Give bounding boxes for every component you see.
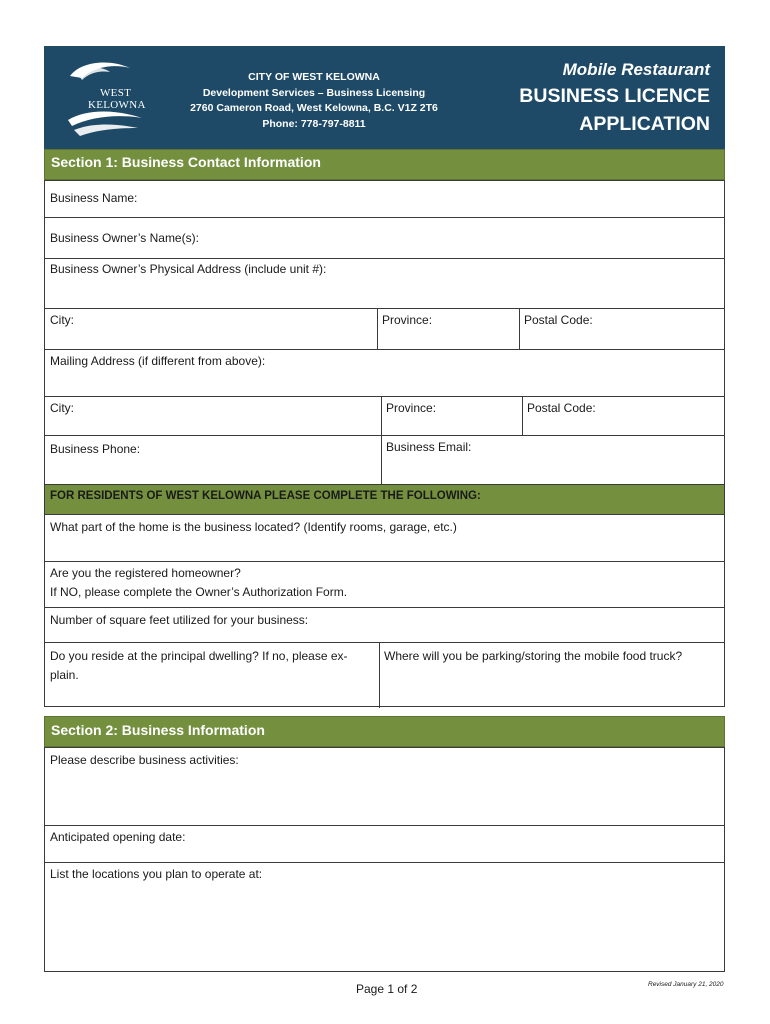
section-2-fields	[44, 747, 725, 972]
revision-date: Revised January 21, 2020	[648, 981, 724, 988]
title-line-2: APPLICATION	[579, 113, 710, 135]
phone: Phone: 778-797-8811	[262, 117, 366, 130]
page-number: Page 1 of 2	[356, 982, 418, 996]
physical-address-field[interactable]: Business Owner’s Physical Address (include unit #):	[50, 262, 327, 276]
residents-note-bar	[45, 484, 724, 514]
mailing-postal-code-field[interactable]: Postal Code:	[527, 401, 596, 415]
locations-field[interactable]: List the locations you plan to operate at:	[50, 867, 263, 881]
mailing-city-field[interactable]: City:	[50, 401, 74, 415]
address: 2760 Cameron Road, West Kelowna, B.C. V1Z 2T6	[190, 102, 438, 114]
section-2-title: Section 2: Business Information	[51, 722, 265, 738]
business-email-field[interactable]: Business Email:	[386, 440, 472, 454]
section-1-fields	[44, 180, 725, 707]
logo-line-2: KELOWNA	[88, 99, 146, 111]
reside-question-line-2: plain.	[50, 668, 79, 682]
square-feet-field[interactable]: Number of square feet utilized for your business:	[50, 613, 309, 627]
owner-names-field[interactable]: Business Owner’s Name(s):	[50, 231, 199, 245]
reside-field[interactable]	[45, 647, 377, 685]
section-2-header	[44, 716, 725, 747]
title-sub: Mobile Restaurant	[562, 60, 710, 79]
city-field[interactable]: City:	[50, 313, 74, 327]
mailing-province-field[interactable]: Province:	[386, 401, 437, 415]
homeowner-field[interactable]	[45, 564, 725, 602]
form-title	[519, 58, 710, 138]
section-1-header	[44, 149, 725, 180]
business-phone-field[interactable]: Business Phone:	[50, 442, 141, 456]
opening-date-field[interactable]: Anticipated opening date:	[50, 830, 186, 844]
reside-question-line-1: Do you reside at the principal dwelling? If no, please ex-	[50, 649, 348, 663]
residents-note: FOR RESIDENTS OF WEST KELOWNA PLEASE COMPLETE THE FOLLOWING:	[50, 490, 481, 502]
section-1-title: Section 1: Business Contact Information	[51, 154, 321, 170]
department: Development Services – Business Licensing	[202, 86, 426, 99]
postal-code-field[interactable]: Postal Code:	[524, 313, 593, 327]
homeowner-note: If NO, please complete the Owner’s Authorization Form.	[50, 585, 348, 599]
city-name: CITY OF WEST KELOWNA	[248, 71, 380, 83]
province-field[interactable]: Province:	[382, 313, 433, 327]
logo-line-1: WEST	[100, 87, 132, 99]
contact-block	[174, 70, 454, 132]
homeowner-question: Are you the registered homeowner?	[50, 566, 241, 580]
mailing-address-field[interactable]: Mailing Address (if different from above):	[50, 354, 266, 368]
title-line-1: BUSINESS LICENCE	[519, 85, 710, 107]
parking-field[interactable]: Where will you be parking/storing the mobile food truck?	[384, 649, 683, 663]
business-name-field[interactable]: Business Name:	[50, 191, 138, 205]
west-kelowna-logo	[58, 54, 150, 140]
home-part-field[interactable]: What part of the home is the business located? (Identify rooms, garage, etc.)	[50, 520, 457, 534]
form-header	[44, 46, 725, 149]
business-activities-field[interactable]: Please describe business activities:	[50, 753, 239, 767]
